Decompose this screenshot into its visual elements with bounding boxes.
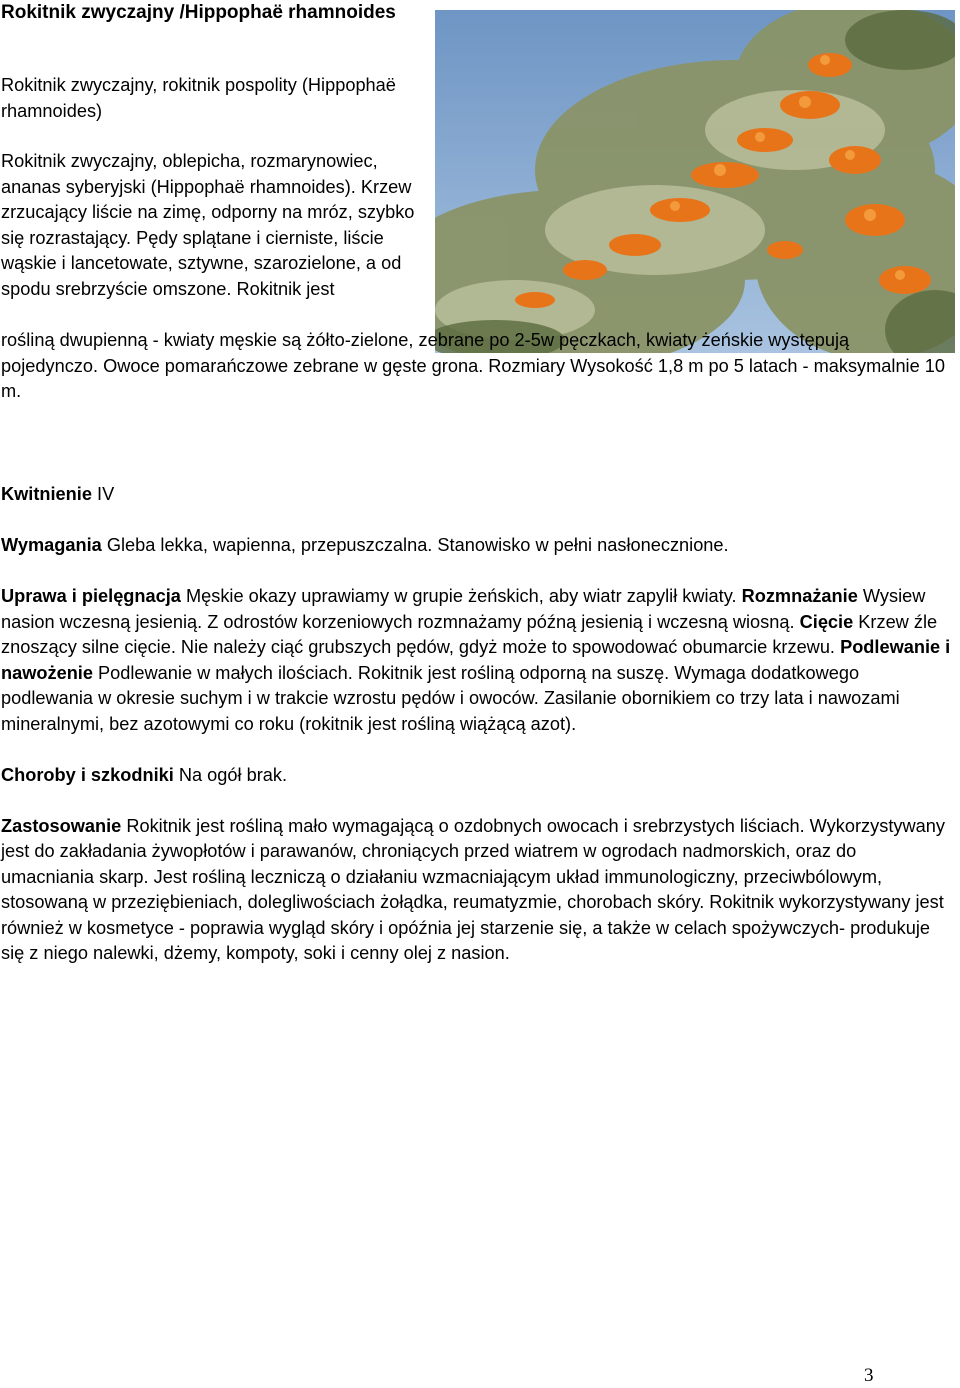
usage-value: Rokitnik jest rośliną mało wymagającą o ozdobnych owocach i srebrzystych liściach. Wykorzystywany jest do zakładania żywopłotów i parawanów, chroniących przed wiatrem w ogrodach nadmorskich, oraz do umacniania skarp. Jest rośliną leczniczą o działaniu wzmacniającym układ immunologiczny, przeciwbólowym, stosowaną w przeziębieniach, dolegliwościach żołądka, reumatyzmie, chorobach skóry. Rokitnik wykorzystywany jest również w kosmetyce - poprawia wygląd skóry i opóźnia jej starzenie się, a także w celach spożywczych- produkuje się z niego nalewki, dżemy, kompoty, soki i cenny olej z nasion. [1, 815, 945, 963]
document-body [1, 482, 951, 992]
sea-buckthorn-photo [435, 10, 955, 353]
pruning-label: Cięcie [799, 611, 854, 632]
propagation-label: Rozmnażanie [741, 586, 858, 606]
usage-label: Zastosowanie [1, 815, 122, 836]
diseases-paragraph [1, 763, 951, 789]
care-paragraph [1, 584, 951, 737]
page-number: 3 [864, 1365, 874, 1386]
requirements-label: Wymagania [1, 535, 102, 555]
description-intro: Rokitnik zwyczajny, oblepicha, rozmarynowiec, ananas syberyjski (Hippophaë rhamnoides). Krzew zrzucający liście na zimę, odporny na mróz, szybko się rozrastający. Pędy splątane i cierniste, liście wąskie i lancetowate, sztywne, szarozielone, a od spodu srebrzyście omszone. Rokitnik jest [1, 151, 415, 299]
intro-text [1, 73, 426, 327]
propagation-value: Wysiew nasion wczesną jesienią. Z odrostów korzeniowych rozmnażamy późną jesienią i wczesną wiosną. [1, 586, 926, 632]
requirements-paragraph [1, 533, 951, 559]
watering-value: Podlewanie w małych ilościach. Rokitnik jest rośliną odporną na suszę. Wymaga dodatkowego podlewania w okresie suchym i w trakcie wzrostu pędów i owoców. Zasilanie obornikiem co trzy lata i nawozami mineralnymi, bez azotowymi co roku (rokitnik jest rośliną wiążącą azot). [1, 662, 900, 734]
page-title: Rokitnik zwyczajny /Hippophaë rhamnoides [1, 2, 396, 23]
flowering-label: Kwitnienie [1, 484, 92, 504]
pruning-value: Krzew źle znoszący silne cięcie. Nie należy ciąć grubszych pędów, gdyż może to spowodować obumarcie krzewu. [1, 611, 938, 657]
care-value: Męskie okazy uprawiamy w grupie żeńskich, aby wiatr zapylił kwiaty. [185, 586, 737, 606]
flowering-paragraph [1, 482, 951, 508]
diseases-value: Na ogół brak. [178, 764, 288, 785]
flowering-value: IV [97, 484, 115, 504]
requirements-value: Gleba lekka, wapienna, przepuszczalna. Stanowisko w pełni nasłonecznione. [106, 535, 729, 555]
diseases-label: Choroby i szkodniki [1, 764, 174, 785]
description-continued: rośliną dwupienną - kwiaty męskie są żółto-zielone, zebrane po 2-5w pęczkach, kwiaty żeńskie występują pojedynczo. Owoce pomarańczowe zebrane w gęste grona. Rozmiary Wysokość 1,8 m po 5 latach - maksymalnie 10 m. [1, 330, 946, 401]
care-label: Uprawa i pielęgnacja [1, 586, 181, 606]
watering-label: Podlewanie i nawożenie [1, 637, 951, 683]
usage-paragraph [1, 814, 951, 967]
names-paragraph: Rokitnik zwyczajny, rokitnik pospolity (Hippophaë rhamnoides) [1, 75, 396, 121]
